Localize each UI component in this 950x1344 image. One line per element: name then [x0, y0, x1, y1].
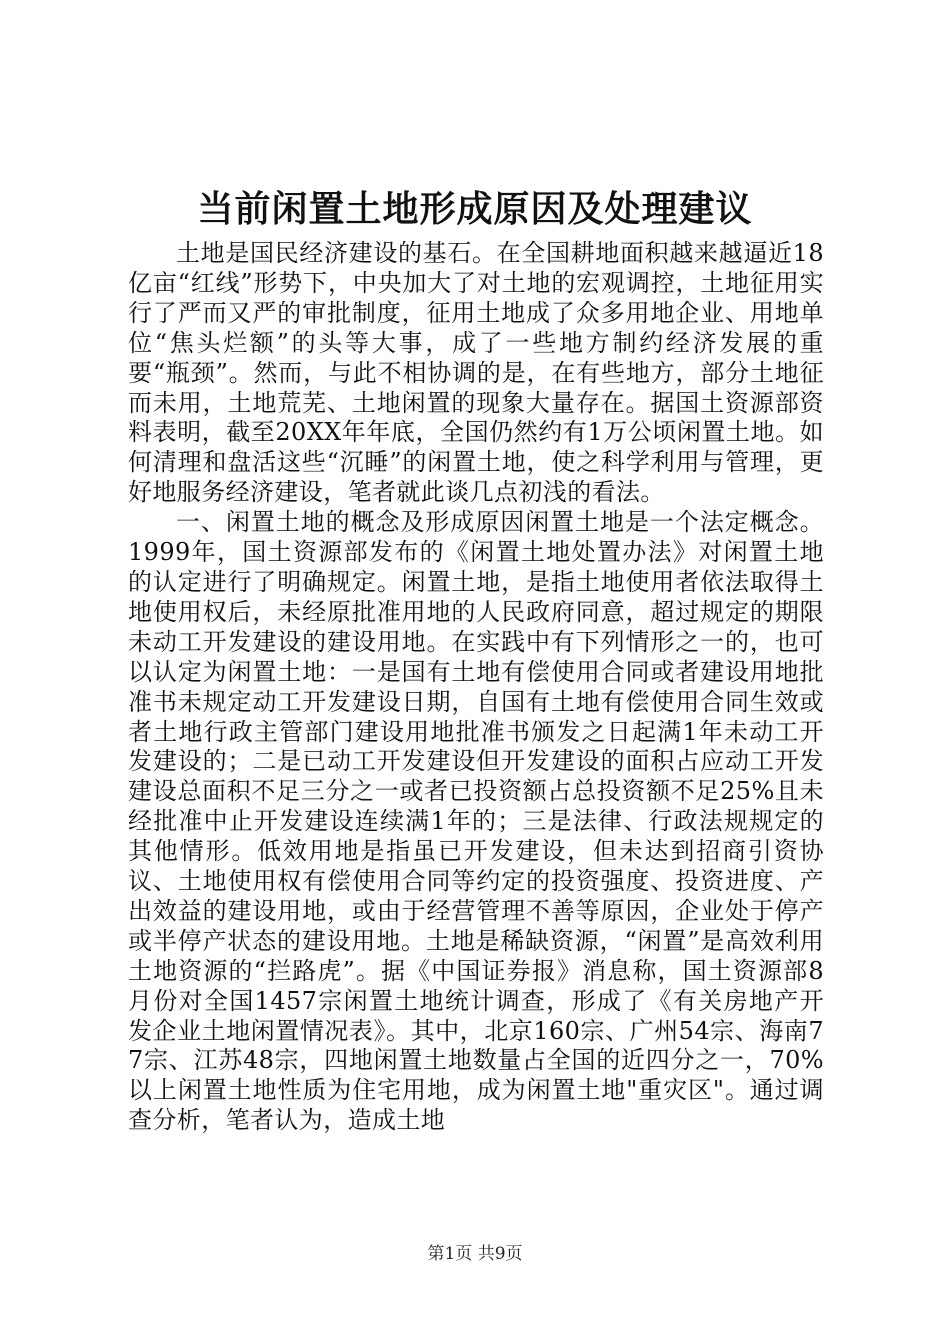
page-number-footer: 第1页 共9页	[427, 1244, 523, 1264]
paragraph-introduction: 土地是国民经济建设的基石。在全国耕地面积越来越逼近18亿亩“红线”形势下，中央加大了对土地的宏观调控，土地征用实行了严而又严的审批制度，征用土地成了众多用地企业、用地单位“焦头烂额”的头等大事，成了一些地方制约经济发展的重要“瓶颈”。然而，与此不相协调的是，在有些地方，部分土地征而未用，土地荒芜、土地闲置的现象大量存在。据国土资源部资料表明，截至20XX年年底，全国仍然约有1万公顷闲置土地。如何清理和盘活这些“沉睡”的闲置土地，使之科学利用与管理，更好地服务经济建设，笔者就此谈几点初浅的看法。	[128, 239, 824, 507]
document-body	[128, 239, 824, 1136]
paragraph-section-one: 一、闲置土地的概念及形成原因闲置土地是一个法定概念。1999年，国土资源部发布的《闲置土地处置办法》对闲置土地的认定进行了明确规定。闲置土地，是指土地使用者依法取得土地使用权后，未经原批准用地的人民政府同意，超过规定的期限未动工开发建设的建设用地。在实践中有下列情形之一的，也可以认定为闲置土地：一是国有土地有偿使用合同或者建设用地批准书未规定动工开发建设日期，自国有土地有偿使用合同生效或者土地行政主管部门建设用地批准书颁发之日起满1年未动工开发建设的；二是已动工开发建设但开发建设的面积占应动工开发建设总面积不足三分之一或者已投资额占总投资额不足25%且未经批准中止开发建设连续满1年的；三是法律、行政法规规定的其他情形。低效用地是指虽已开发建设，但未达到招商引资协议、土地使用权有偿使用合同等约定的投资强度、投资进度、产出效益的建设用地，或由于经营管理不善等原因，企业处于停产或半停产状态的建设用地。土地是稀缺资源，“闲置”是高效利用土地资源的“拦路虎”。据《中国证券报》消息称，国土资源部8月份对全国1457宗闲置土地统计调查，形成了《有关房地产开发企业土地闲置情况表》。其中，北京160宗、广州54宗、海南77宗、江苏48宗，四地闲置土地数量占全国的近四分之一，70%以上闲置土地性质为住宅用地，成为闲置土地"重灾区"。通过调查分析，笔者认为，造成土地	[128, 508, 824, 1135]
document-title: 当前闲置土地形成原因及处理建议	[197, 188, 753, 230]
